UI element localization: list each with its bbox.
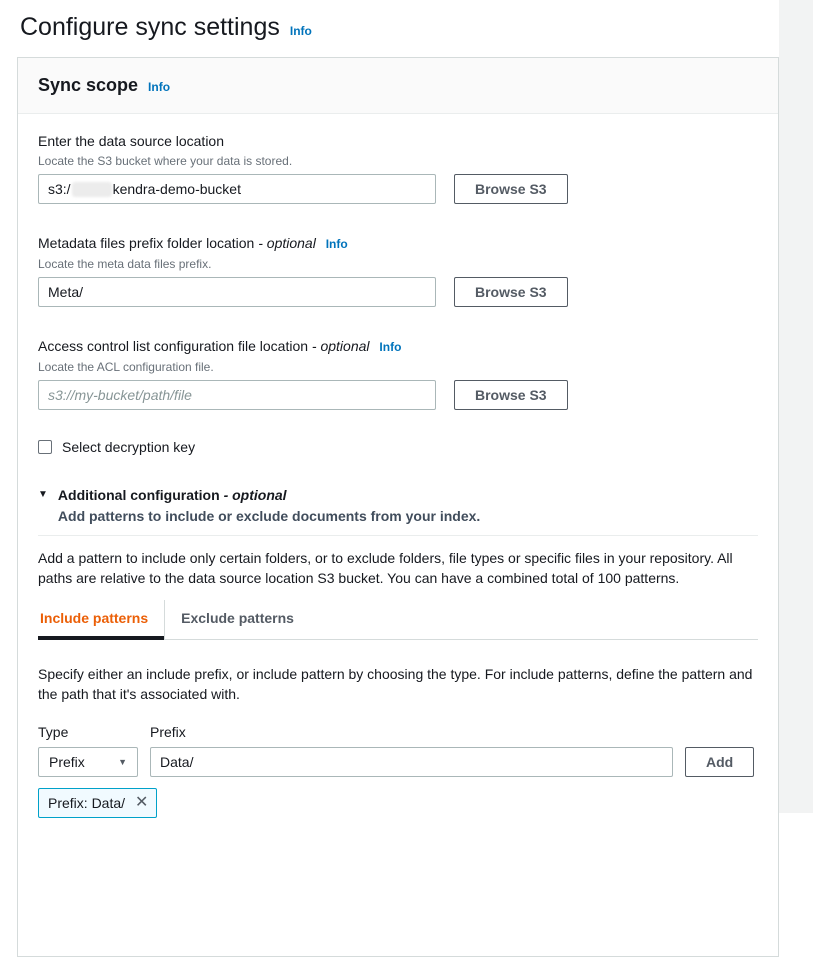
data-source-description: Locate the S3 bucket where your data is stored. xyxy=(38,154,293,168)
redaction-blur xyxy=(72,182,112,197)
type-select-value: Prefix xyxy=(49,754,85,770)
acl-file-label: Access control list configuration file location xyxy=(38,338,309,354)
metadata-prefix-label: Metadata files prefix folder location xyxy=(38,235,255,251)
prefix-column xyxy=(150,724,673,777)
page-right-gutter xyxy=(779,0,813,813)
metadata-prefix-description: Locate the meta data files prefix. xyxy=(38,257,212,271)
acl-file-info-link[interactable]: Info xyxy=(379,340,402,354)
section-divider xyxy=(38,535,758,536)
metadata-prefix-info-link[interactable]: Info xyxy=(325,237,348,251)
card-title-info-link[interactable]: Info xyxy=(148,80,171,94)
data-source-input[interactable] xyxy=(38,174,436,204)
sync-scope-card xyxy=(17,57,779,957)
patterns-tabs xyxy=(38,600,758,640)
metadata-prefix-input[interactable] xyxy=(38,277,436,307)
metadata-prefix-browse-s3-button[interactable]: Browse S3 xyxy=(454,277,568,307)
additional-config-title: Additional configuration xyxy=(57,487,220,503)
type-label: Type xyxy=(38,724,69,740)
page-title: Configure sync settings xyxy=(20,13,280,41)
data-source-field xyxy=(38,131,758,204)
page-title-info-link[interactable]: Info xyxy=(289,24,312,38)
acl-file-input[interactable] xyxy=(38,380,436,410)
additional-config-expander[interactable] xyxy=(38,486,758,525)
page-header xyxy=(0,0,813,42)
token-dismiss-button[interactable] xyxy=(132,795,151,811)
sync-scope-card-body xyxy=(18,114,778,842)
decryption-key-checkbox[interactable] xyxy=(38,440,52,454)
acl-file-browse-s3-button[interactable]: Browse S3 xyxy=(454,380,568,410)
patterns-intro-text: Add a pattern to include only certain folders, or to exclude folders, file types or specific files in your repository. All paths are relative to the data source location S3 bucket. You can have a combined total of 100 patterns. xyxy=(38,550,733,586)
decryption-key-label: Select decryption key xyxy=(62,439,196,455)
prefix-input[interactable] xyxy=(150,747,673,777)
data-source-browse-s3-button[interactable]: Browse S3 xyxy=(454,174,568,204)
acl-file-optional-suffix: - optional xyxy=(311,338,370,354)
tab-exclude-patterns[interactable] xyxy=(164,600,310,639)
additional-config-subtitle: Add patterns to include or exclude documents from your index. xyxy=(57,508,481,524)
additional-config-optional-suffix: - optional xyxy=(223,487,287,503)
add-button[interactable]: Add xyxy=(685,747,754,777)
data-source-value-end: kendra-demo-bucket xyxy=(112,181,241,197)
metadata-prefix-optional-suffix: - optional xyxy=(258,235,316,251)
type-column xyxy=(38,724,138,777)
sync-scope-card-header xyxy=(18,58,778,114)
data-source-value-start: s3:/ xyxy=(48,181,71,197)
pattern-form xyxy=(38,724,758,777)
caret-down-icon: ▼ xyxy=(38,489,48,500)
chevron-down-icon: ▼ xyxy=(118,757,127,767)
card-title: Sync scope xyxy=(38,75,139,95)
tab-exclude-patterns-label: Exclude patterns xyxy=(181,610,294,626)
close-icon: ✕ xyxy=(135,794,149,811)
decryption-key-row xyxy=(38,439,758,455)
pattern-token-label: Prefix: Data/ xyxy=(48,795,126,811)
data-source-label: Enter the data source location xyxy=(38,133,225,149)
acl-file-description: Locate the ACL configuration file. xyxy=(38,360,214,374)
pattern-token xyxy=(38,788,157,818)
tab-include-patterns[interactable] xyxy=(38,600,164,639)
type-select[interactable] xyxy=(38,747,138,777)
include-patterns-help-text: Specify either an include prefix, or include pattern by choosing the type. For include patterns, define the pattern and the path that it's associated with. xyxy=(38,666,753,702)
prefix-label: Prefix xyxy=(150,724,186,740)
metadata-prefix-field xyxy=(38,233,758,307)
tab-include-patterns-label: Include patterns xyxy=(40,610,149,626)
acl-file-field xyxy=(38,336,758,410)
